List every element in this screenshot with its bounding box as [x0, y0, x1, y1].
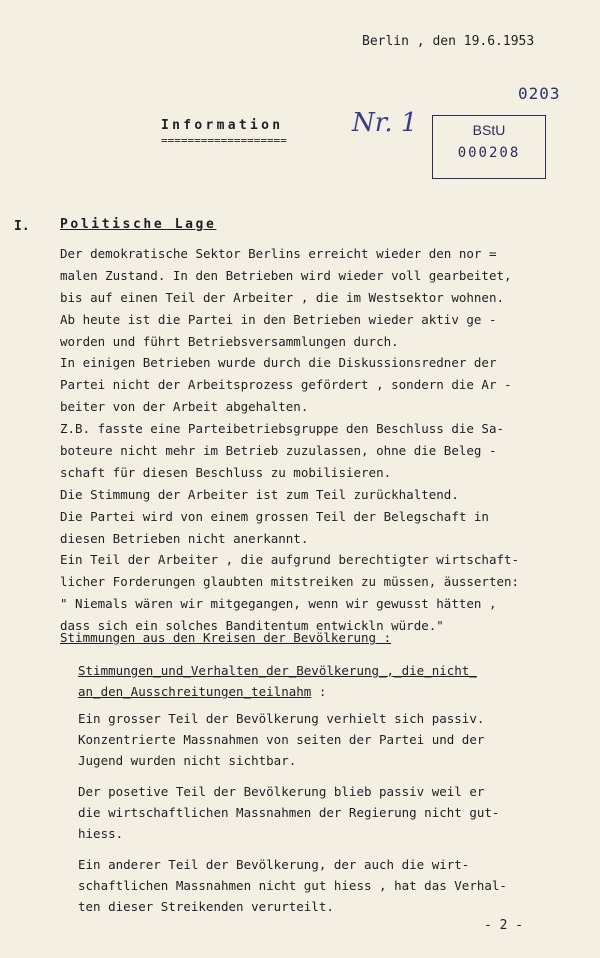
- page-number: - 2 -: [484, 918, 524, 933]
- text-line: schaftlichen Massnahmen nicht gut hiess , hat das Verhal-: [78, 878, 507, 893]
- text-line: Die Stimmung der Arbeiter ist zum Teil zurückhaltend.: [60, 486, 459, 502]
- text-line: dass sich ein solches Banditentum entwickln würde.": [60, 618, 444, 634]
- text-line: hiess.: [78, 826, 124, 841]
- text-line: Konzentrierte Massnahmen von seiten der Partei und der: [78, 732, 485, 747]
- subheading-line: Stimmungen_und_Verhalten_der_Bevölkerung_,_die_nicht_: [78, 663, 477, 678]
- text-line: In einigen Betrieben wurde durch die Diskussionsredner der: [60, 355, 497, 371]
- text-line: die wirtschaftlichen Massnahmen der Regierung nicht gut-: [78, 805, 500, 820]
- text-line: diesen Betrieben nicht anerkannt.: [60, 530, 309, 546]
- paragraph: [78, 781, 588, 844]
- handwritten-note: Nr. 1: [352, 108, 418, 138]
- text-line: Ein anderer Teil der Bevölkerung, der auch die wirt-: [78, 857, 470, 872]
- subsection-body: [78, 708, 588, 927]
- section-body: [60, 243, 580, 637]
- text-line: Z.B. fasste eine Parteibetriebsgruppe den Beschluss die Sa-: [60, 421, 505, 437]
- text-line: bis auf einen Teil der Arbeiter , die im Westsektor wohnen.: [60, 289, 505, 305]
- text-line: malen Zustand. In den Betrieben wird wieder voll gearbeitet,: [60, 267, 512, 283]
- title-underline: ===================: [161, 134, 287, 147]
- section-number: I.: [14, 219, 30, 234]
- bstu-stamp: [432, 115, 546, 179]
- paragraph: [78, 708, 588, 771]
- text-line: schaft für diesen Beschluss zu mobilisieren.: [60, 464, 392, 480]
- text-line: beiter von der Arbeit abgehalten.: [60, 399, 309, 415]
- subheading-line: an_den_Ausschreitungen_teilnahm: [78, 684, 312, 699]
- text-line: Ein grosser Teil der Bevölkerung verhielt sich passiv.: [78, 711, 485, 726]
- text-line: " Niemals wären wir mitgegangen, wenn wir gewusst hätten ,: [60, 596, 497, 612]
- text-line: ten dieser Streikenden verurteilt.: [78, 899, 334, 914]
- stamp-label: BStU: [472, 122, 506, 138]
- text-line: Ein Teil der Arbeiter , die aufgrund berechtigter wirtschaft-: [60, 552, 520, 568]
- subheading-suffix: :: [311, 684, 327, 699]
- text-line: Partei nicht der Arbeitsprozess gefördert , sondern die Ar -: [60, 377, 512, 393]
- subsection-subheading: [78, 660, 477, 702]
- section-heading: Politische Lage: [60, 217, 217, 232]
- text-line: boteure nicht mehr im Betrieb zuzulassen, ohne die Beleg -: [60, 443, 497, 459]
- archive-number: 0203: [518, 84, 561, 103]
- subsection-heading: Stimmungen aus den Kreisen der Bevölkerung :: [60, 630, 392, 645]
- document-title: Information: [161, 118, 284, 133]
- text-line: licher Forderungen glaubten mitstreiken zu müssen, äusserten:: [60, 574, 520, 590]
- paragraph: [78, 854, 588, 917]
- text-line: Jugend wurden nicht sichtbar.: [78, 753, 297, 768]
- text-line: Der posetive Teil der Bevölkerung blieb passiv weil er: [78, 784, 485, 799]
- text-line: Die Partei wird von einem grossen Teil der Belegschaft in: [60, 508, 489, 524]
- text-line: Ab heute ist die Partei in den Betrieben wieder aktiv ge -: [60, 311, 497, 327]
- document-date: Berlin , den 19.6.1953: [362, 34, 535, 49]
- text-line: worden und führt Betriebsversammlungen durch.: [60, 333, 399, 349]
- text-line: Der demokratische Sektor Berlins erreicht wieder den nor =: [60, 246, 497, 261]
- stamp-number: 000208: [457, 145, 521, 161]
